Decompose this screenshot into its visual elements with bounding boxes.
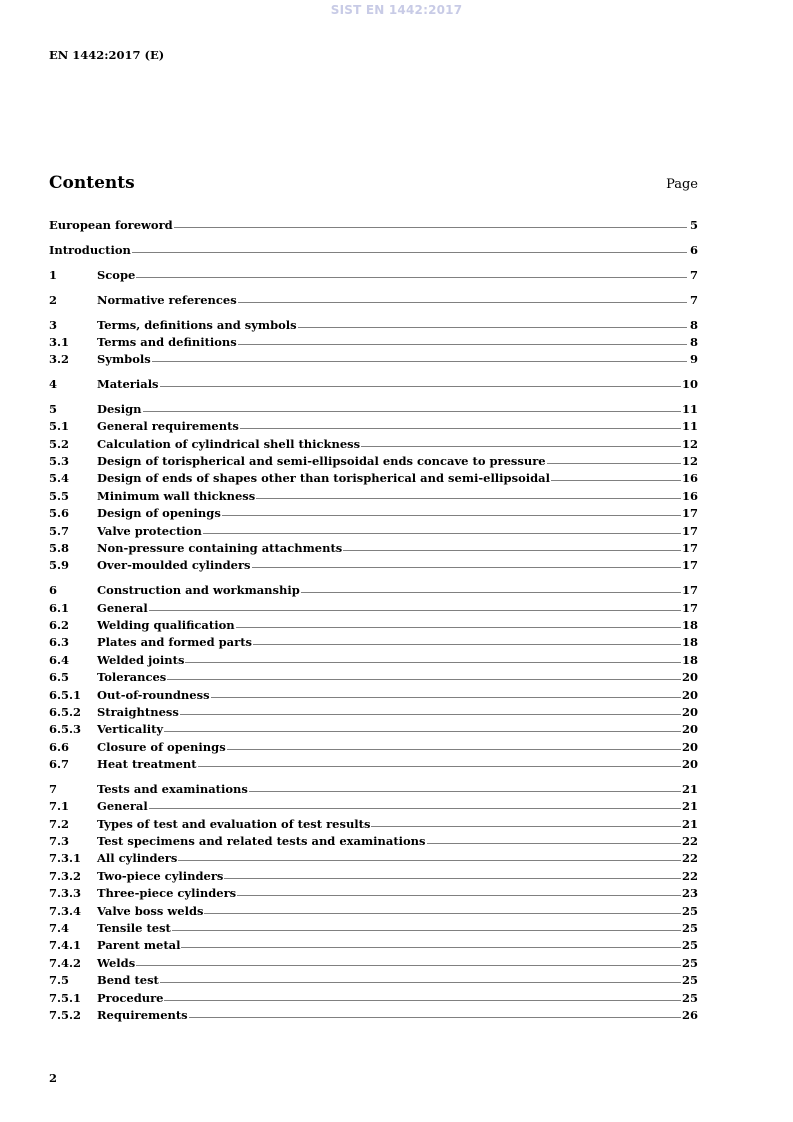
toc-entry[interactable] bbox=[49, 935, 698, 952]
toc-entry-number: 1 bbox=[49, 267, 58, 282]
toc-entry-title: Minimum wall thickness bbox=[97, 488, 256, 503]
toc-entry-title: Design of ends of shapes other than torispherical and semi-ellipsoidal bbox=[97, 471, 550, 486]
toc-entry[interactable] bbox=[49, 314, 698, 331]
toc-entry-page: 12 bbox=[681, 436, 698, 451]
toc-entry-page: 18 bbox=[681, 617, 698, 632]
dot-leader bbox=[371, 826, 681, 827]
toc-entry-number: 5.5 bbox=[49, 488, 70, 503]
toc-entry[interactable] bbox=[49, 831, 698, 848]
toc-entry-title: Out-of-roundness bbox=[97, 687, 210, 702]
toc-entry[interactable] bbox=[49, 813, 698, 830]
dot-leader bbox=[185, 662, 681, 663]
toc-entry-title: Introduction bbox=[49, 243, 131, 258]
page-number: 2 bbox=[49, 1071, 58, 1085]
toc-entry-title: Straightness bbox=[97, 704, 179, 719]
toc-entry-number: 5.6 bbox=[49, 506, 70, 521]
toc-entry-page: 7 bbox=[689, 292, 698, 307]
toc-entry-title: Test specimens and related tests and examinations bbox=[97, 834, 426, 849]
toc-entry-title: Valve protection bbox=[97, 523, 202, 538]
toc-entry-page: 23 bbox=[681, 886, 698, 901]
toc-entry-number: 7.5 bbox=[49, 973, 70, 988]
dot-leader bbox=[238, 344, 687, 345]
toc-entry-title: Design of torispherical and semi-ellipsoidal ends concave to pressure bbox=[97, 454, 546, 469]
toc-entry[interactable] bbox=[49, 332, 698, 349]
toc-entry[interactable] bbox=[49, 865, 698, 882]
toc-entry-title: General requirements bbox=[97, 419, 239, 434]
toc-entry-page: 11 bbox=[681, 401, 698, 416]
toc-entry-page: 9 bbox=[689, 352, 698, 367]
toc-entry-page: 21 bbox=[681, 781, 698, 796]
dot-leader bbox=[240, 428, 681, 429]
toc-entry-number: 6.3 bbox=[49, 635, 70, 650]
toc-entry-page: 22 bbox=[681, 851, 698, 866]
toc-entry-page: 17 bbox=[681, 540, 698, 555]
toc-entry-number: 7.4 bbox=[49, 920, 70, 935]
toc-entry-page: 8 bbox=[689, 317, 698, 332]
toc-entry-title: General bbox=[97, 600, 148, 615]
dot-leader bbox=[203, 533, 681, 534]
toc-entry-page: 20 bbox=[681, 722, 698, 737]
toc-entry-title: Requirements bbox=[97, 1007, 188, 1022]
toc-entry-title: Welds bbox=[97, 955, 136, 970]
dot-leader bbox=[136, 965, 681, 966]
table-of-contents bbox=[49, 215, 698, 1022]
toc-entry-number: 7.3.2 bbox=[49, 868, 82, 883]
toc-entry[interactable] bbox=[49, 433, 698, 450]
dot-leader bbox=[222, 515, 681, 516]
toc-entry[interactable] bbox=[49, 883, 698, 900]
toc-entry-page: 12 bbox=[681, 454, 698, 469]
toc-entry-number: 6.5.2 bbox=[49, 704, 82, 719]
dot-leader bbox=[237, 895, 681, 896]
toc-entry[interactable] bbox=[49, 719, 698, 736]
toc-entry-number: 6.1 bbox=[49, 600, 70, 615]
toc-entry-page: 10 bbox=[681, 377, 698, 392]
toc-entry-number: 5.3 bbox=[49, 454, 70, 469]
toc-entry-page: 11 bbox=[681, 419, 698, 434]
toc-entry-title: Plates and formed parts bbox=[97, 635, 252, 650]
toc-entry-page: 25 bbox=[681, 955, 698, 970]
dot-leader bbox=[253, 644, 681, 645]
dot-leader bbox=[143, 411, 681, 412]
dot-leader bbox=[149, 610, 681, 611]
dot-leader bbox=[551, 480, 681, 481]
dot-leader bbox=[361, 446, 681, 447]
dot-leader bbox=[249, 791, 681, 792]
dot-leader bbox=[427, 843, 681, 844]
toc-entry-page: 5 bbox=[689, 218, 698, 233]
toc-entry-number: 5.1 bbox=[49, 419, 70, 434]
toc-entry-number: 7.3 bbox=[49, 834, 70, 849]
toc-entry-page: 21 bbox=[681, 799, 698, 814]
toc-entry-number: 5.7 bbox=[49, 523, 70, 538]
toc-entry[interactable] bbox=[49, 240, 698, 257]
dot-leader bbox=[181, 947, 681, 948]
toc-entry-number: 7.1 bbox=[49, 799, 70, 814]
toc-entry-number: 6 bbox=[49, 583, 58, 598]
toc-entry-title: Valve boss welds bbox=[97, 903, 204, 918]
toc-entry[interactable] bbox=[49, 778, 698, 795]
toc-entry[interactable] bbox=[49, 597, 698, 614]
toc-entry-number: 6.2 bbox=[49, 617, 70, 632]
toc-entry-number: 6.5.3 bbox=[49, 722, 82, 737]
document-id: EN 1442:2017 (E) bbox=[49, 48, 165, 62]
dot-leader bbox=[149, 808, 681, 809]
toc-entry-page: 17 bbox=[681, 558, 698, 573]
toc-entry-number: 6.5 bbox=[49, 670, 70, 685]
toc-entry[interactable] bbox=[49, 615, 698, 632]
toc-entry-page: 17 bbox=[681, 600, 698, 615]
toc-entry-title: Tensile test bbox=[97, 920, 171, 935]
toc-entry-number: 7 bbox=[49, 781, 58, 796]
toc-entry-page: 22 bbox=[681, 834, 698, 849]
toc-entry-page: 8 bbox=[689, 334, 698, 349]
toc-entry-title: Parent metal bbox=[97, 938, 181, 953]
toc-entry-page: 20 bbox=[681, 739, 698, 754]
toc-entry[interactable] bbox=[49, 987, 698, 1004]
toc-entry-page: 25 bbox=[681, 920, 698, 935]
toc-entry[interactable] bbox=[49, 970, 698, 987]
toc-entry-title: Normative references bbox=[97, 292, 237, 307]
dot-leader bbox=[152, 361, 687, 362]
dot-leader bbox=[167, 679, 681, 680]
toc-entry-page: 22 bbox=[681, 868, 698, 883]
dot-leader bbox=[189, 1017, 681, 1018]
toc-entry-page: 20 bbox=[681, 670, 698, 685]
toc-entry[interactable] bbox=[49, 374, 698, 391]
dot-leader bbox=[174, 227, 687, 228]
toc-entry-title: Three-piece cylinders bbox=[97, 886, 237, 901]
toc-entry-page: 25 bbox=[681, 938, 698, 953]
toc-entry-title: Terms, definitions and symbols bbox=[97, 317, 297, 332]
toc-entry-number: 7.2 bbox=[49, 816, 70, 831]
toc-entry[interactable] bbox=[49, 900, 698, 917]
toc-entry-title: All cylinders bbox=[97, 851, 178, 866]
watermark: SIST EN 1442:2017 bbox=[330, 3, 463, 17]
toc-entry-number: 7.3.4 bbox=[49, 903, 82, 918]
toc-entry-page: 20 bbox=[681, 704, 698, 719]
toc-entry-title: European foreword bbox=[49, 218, 173, 233]
toc-entry-page: 16 bbox=[681, 488, 698, 503]
toc-entry[interactable] bbox=[49, 555, 698, 572]
toc-entry-number: 7.3.1 bbox=[49, 851, 82, 866]
toc-entry[interactable] bbox=[49, 520, 698, 537]
toc-entry-number: 7.4.1 bbox=[49, 938, 82, 953]
toc-entry[interactable] bbox=[49, 468, 698, 485]
toc-entry-title: Materials bbox=[97, 377, 159, 392]
toc-entry-number: 3.1 bbox=[49, 334, 70, 349]
dot-leader bbox=[343, 550, 681, 551]
dot-leader bbox=[252, 567, 681, 568]
toc-entry-title: Tests and examinations bbox=[97, 781, 248, 796]
dot-leader bbox=[227, 749, 681, 750]
toc-entry-title: General bbox=[97, 799, 148, 814]
toc-entry-title: Closure of openings bbox=[97, 739, 226, 754]
dot-leader bbox=[301, 592, 681, 593]
toc-entry-title: Over-moulded cylinders bbox=[97, 558, 251, 573]
dot-leader bbox=[298, 327, 687, 328]
toc-entry-number: 6.5.1 bbox=[49, 687, 82, 702]
toc-entry[interactable] bbox=[49, 538, 698, 555]
toc-entry-page: 25 bbox=[681, 903, 698, 918]
toc-entry[interactable] bbox=[49, 503, 698, 520]
toc-entry-number: 7.4.2 bbox=[49, 955, 82, 970]
toc-entry-page: 26 bbox=[681, 1007, 698, 1022]
toc-entry-page: 17 bbox=[681, 506, 698, 521]
toc-entry-number: 3.2 bbox=[49, 352, 70, 367]
toc-entry-page: 16 bbox=[681, 471, 698, 486]
toc-entry-number: 2 bbox=[49, 292, 58, 307]
contents-title: Contents bbox=[49, 173, 135, 193]
toc-entry-title: Welding qualification bbox=[97, 617, 235, 632]
dot-leader bbox=[164, 731, 681, 732]
toc-entry[interactable] bbox=[49, 796, 698, 813]
toc-entry-page: 20 bbox=[681, 757, 698, 772]
toc-entry-page: 17 bbox=[681, 523, 698, 538]
dot-leader bbox=[160, 982, 681, 983]
toc-entry[interactable] bbox=[49, 754, 698, 771]
toc-entry-number: 7.5.1 bbox=[49, 990, 82, 1005]
toc-entry[interactable] bbox=[49, 702, 698, 719]
dot-leader bbox=[211, 697, 681, 698]
toc-entry[interactable] bbox=[49, 451, 698, 468]
toc-entry-page: 18 bbox=[681, 652, 698, 667]
dot-leader bbox=[178, 860, 681, 861]
toc-entry[interactable] bbox=[49, 684, 698, 701]
toc-entry-title: Non-pressure containing attachments bbox=[97, 540, 343, 555]
toc-entry-number: 7.3.3 bbox=[49, 886, 82, 901]
toc-entry-title: Construction and workmanship bbox=[97, 583, 300, 598]
dot-leader bbox=[547, 463, 681, 464]
dot-leader bbox=[180, 714, 681, 715]
toc-entry-title: Calculation of cylindrical shell thickness bbox=[97, 436, 361, 451]
toc-entry-page: 17 bbox=[681, 583, 698, 598]
toc-entry-number: 5.8 bbox=[49, 540, 70, 555]
toc-entry-number: 5.4 bbox=[49, 471, 70, 486]
toc-entry-number: 5.9 bbox=[49, 558, 70, 573]
toc-entry[interactable] bbox=[49, 918, 698, 935]
toc-entry[interactable] bbox=[49, 952, 698, 969]
toc-entry[interactable] bbox=[49, 736, 698, 753]
toc-entry-page: 25 bbox=[681, 990, 698, 1005]
page-column-heading: Page bbox=[666, 177, 698, 192]
toc-entry-number: 7.5.2 bbox=[49, 1007, 82, 1022]
toc-entry-title: Terms and definitions bbox=[97, 334, 237, 349]
toc-entry[interactable] bbox=[49, 416, 698, 433]
toc-entry[interactable] bbox=[49, 215, 698, 232]
toc-entry[interactable] bbox=[49, 848, 698, 865]
toc-entry-number: 5 bbox=[49, 401, 58, 416]
toc-entry-title: Welded joints bbox=[97, 652, 185, 667]
toc-entry-page: 25 bbox=[681, 973, 698, 988]
dot-leader bbox=[132, 252, 687, 253]
dot-leader bbox=[224, 878, 681, 879]
dot-leader bbox=[204, 913, 681, 914]
toc-entry-page: 20 bbox=[681, 687, 698, 702]
toc-entry-title: Design bbox=[97, 401, 142, 416]
dot-leader bbox=[164, 1000, 681, 1001]
toc-entry-number: 3 bbox=[49, 317, 58, 332]
toc-entry-title: Symbols bbox=[97, 352, 151, 367]
toc-entry-page: 6 bbox=[689, 243, 698, 258]
dot-leader bbox=[238, 302, 687, 303]
toc-entry-number: 6.4 bbox=[49, 652, 70, 667]
toc-entry-title: Design of openings bbox=[97, 506, 221, 521]
toc-entry[interactable] bbox=[49, 485, 698, 502]
toc-entry[interactable] bbox=[49, 289, 698, 306]
dot-leader bbox=[256, 498, 681, 499]
dot-leader bbox=[160, 386, 681, 387]
toc-entry-title: Scope bbox=[97, 267, 136, 282]
toc-entry-page: 21 bbox=[681, 816, 698, 831]
toc-entry[interactable] bbox=[49, 265, 698, 282]
toc-entry[interactable] bbox=[49, 649, 698, 666]
dot-leader bbox=[136, 277, 687, 278]
toc-entry[interactable] bbox=[49, 1005, 698, 1022]
toc-entry-title: Types of test and evaluation of test results bbox=[97, 816, 371, 831]
toc-entry-title: Verticality bbox=[97, 722, 164, 737]
toc-entry-title: Bend test bbox=[97, 973, 159, 988]
toc-entry-title: Two-piece cylinders bbox=[97, 868, 224, 883]
toc-entry-title: Procedure bbox=[97, 990, 164, 1005]
dot-leader bbox=[236, 627, 681, 628]
toc-entry-number: 6.7 bbox=[49, 757, 70, 772]
toc-entry-number: 4 bbox=[49, 377, 58, 392]
toc-entry-number: 5.2 bbox=[49, 436, 70, 451]
toc-entry-title: Tolerances bbox=[97, 670, 167, 685]
toc-entry[interactable] bbox=[49, 632, 698, 649]
toc-entry[interactable] bbox=[49, 667, 698, 684]
toc-entry-title: Heat treatment bbox=[97, 757, 197, 772]
toc-entry[interactable] bbox=[49, 580, 698, 597]
dot-leader bbox=[198, 766, 681, 767]
toc-entry-page: 18 bbox=[681, 635, 698, 650]
toc-entry-page: 7 bbox=[689, 267, 698, 282]
toc-entry-number: 6.6 bbox=[49, 739, 70, 754]
dot-leader bbox=[172, 930, 681, 931]
toc-entry[interactable] bbox=[49, 349, 698, 366]
toc-entry[interactable] bbox=[49, 398, 698, 415]
